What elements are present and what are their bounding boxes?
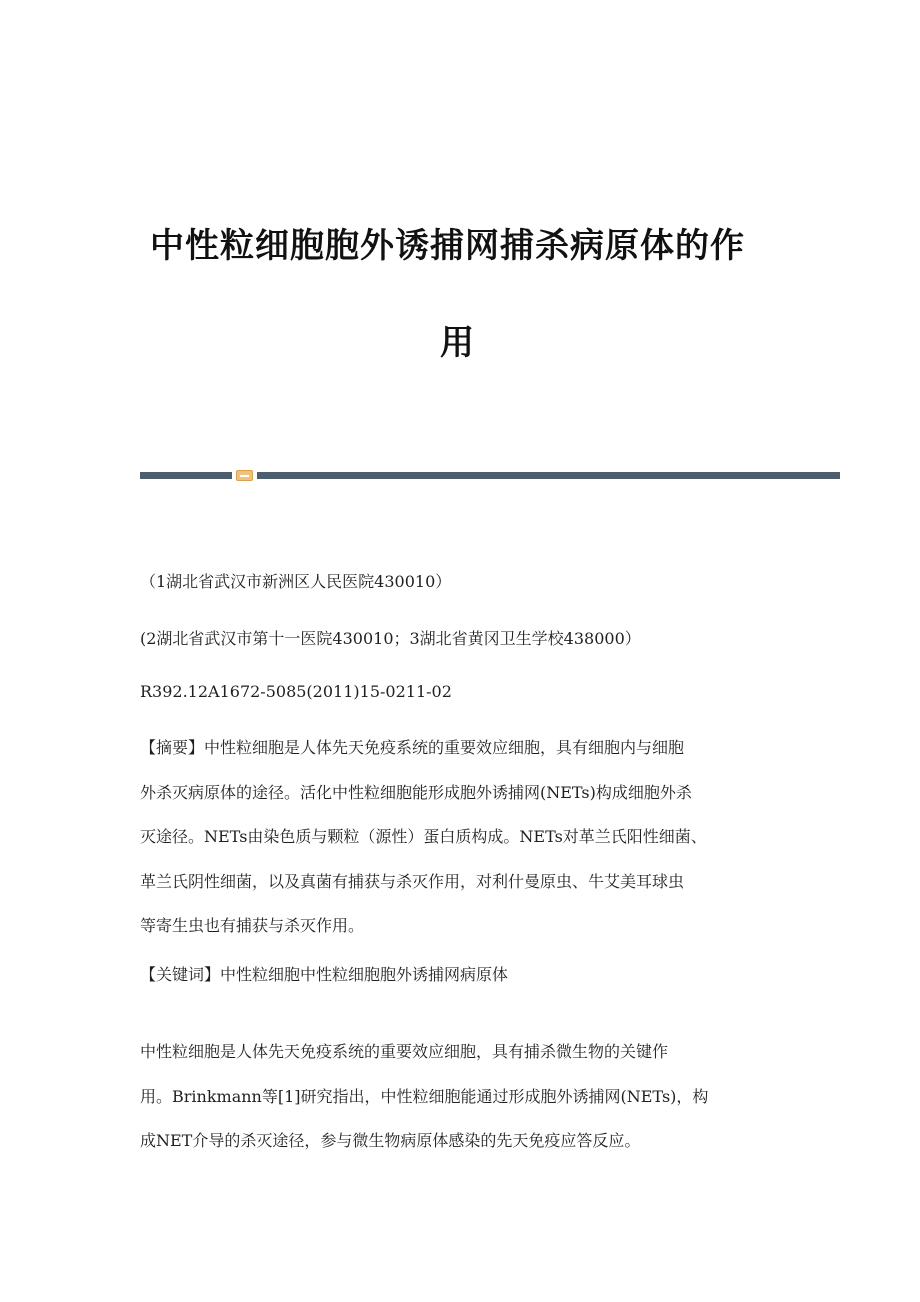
divider-bar-left bbox=[140, 472, 232, 479]
abstract-line: 外杀灭病原体的途径。活化中性粒细胞能形成胞外诱捕网(NETs)构成细胞外杀 bbox=[140, 782, 692, 802]
keywords: 【关键词】中性粒细胞中性粒细胞胞外诱捕网病原体 bbox=[140, 965, 509, 984]
divider-emblem-icon bbox=[236, 470, 253, 481]
abstract bbox=[140, 726, 780, 949]
abstract-line: 灭途径。NETs由染色质与颗粒（源性）蛋白质构成。NETs对革兰氏阳性细菌、 bbox=[140, 827, 707, 846]
document-title-line-1: 中性粒细胞胞外诱捕网捕杀病原体的作 bbox=[150, 226, 745, 266]
affiliation-2: (2湖北省武汉市第十一医院430010；3湖北省黄冈卫生学校438000） bbox=[140, 629, 641, 648]
document-title-line-2: 用 bbox=[440, 323, 475, 363]
intro-line: 中性粒细胞是人体先天免疫系统的重要效应细胞，具有捕杀微生物的关键作 bbox=[140, 1042, 669, 1061]
intro-line: 用。Brinkmann等[1]研究指出，中性粒细胞能通过形成胞外诱捕网(NETs)，构 bbox=[140, 1086, 709, 1106]
divider-bar-right bbox=[257, 472, 840, 479]
abstract-line: 等寄生虫也有捕获与杀灭作用。 bbox=[140, 916, 365, 935]
abstract-line: 【摘要】中性粒细胞是人体先天免疫系统的重要效应细胞，具有细胞内与细胞 bbox=[140, 738, 685, 757]
intro-line: 成NET介导的杀灭途径，参与微生物病原体感染的先天免疫应答反应。 bbox=[140, 1131, 641, 1150]
abstract-line: 革兰氏阴性细菌，以及真菌有捕获与杀灭作用，对利什曼原虫、牛艾美耳球虫 bbox=[140, 871, 685, 891]
title-divider bbox=[140, 470, 840, 482]
affiliation-1: （1湖北省武汉市新洲区人民医院430010） bbox=[140, 572, 452, 591]
introduction bbox=[140, 1030, 780, 1164]
classification-number: R392.12A1672-5085(2011)15-0211-02 bbox=[140, 682, 452, 701]
